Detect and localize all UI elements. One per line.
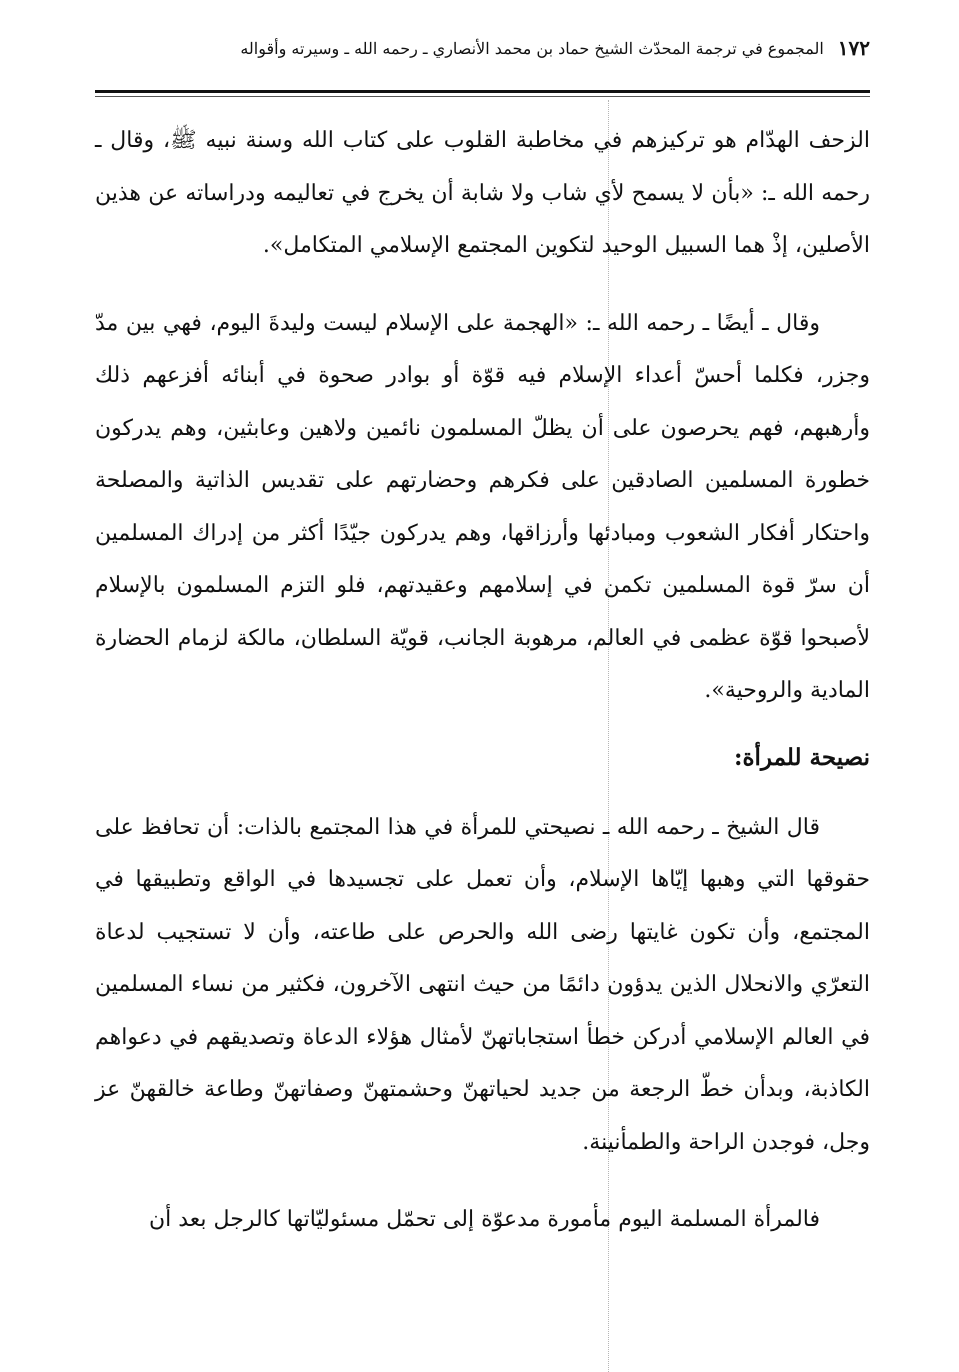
running-header-title: المجموع في ترجمة المحدّث الشيخ حماد بن محمد الأنصاري ـ رحمه الله ـ وسيرته وأقواله (240, 38, 824, 58)
paragraph-1: الزحف الهدّام هو تركيزهم في مخاطبة القلوب على كتاب الله وسنة نبيه ﷺ، وقال ـ رحمه الله ـ: «بأن لا يسمح لأي شاب ولا شابة أن يخرج في تعاليمه ودراساته عن هذين الأصلين، إذْ هما السبيل الوحيد لتكوين المجتمع الإسلامي المتكامل». (95, 128, 870, 258)
page-body (95, 115, 870, 1247)
header-divider-thin (95, 96, 870, 97)
running-header (200, 32, 870, 64)
page-number: ١٧٢ (837, 36, 870, 60)
paragraph-2: وقال ـ أيضًا ـ رحمه الله ـ: «الهجمة على الإسلام ليست وليدةَ اليوم، فهي بين مدّ وجزر، فكلما أحسّ أعداء الإسلام فيه قوّة أو بوادر صحوة في أبنائه أفزعهم ذلك وأرهبهم، فهم يحرصون على أن يظلّ المسلمون نائمين ولاهين وعابثين، وهم يدركون خطورة المسلمين الصادقين على فكرهم وحضارتهم على تقديس الذاتية والمصلحة واحتكار أفكار الشعوب ومبادئها وأرزاقها، وهم يدركون جيّدًا أكثر من إدراك المسلمين أن سرّ قوة المسلمين تكمن في إسلامهم وعقيدتهم، فلو التزم المسلمون بالإسلام لأصبحوا قوّة عظمى في العالم، مرهوبة الجانب، قويّة السلطان، مالكة لزمام الحضارة المادية والروحية». (95, 310, 870, 703)
header-divider (95, 90, 870, 93)
section-paragraph-2: فالمرأة المسلمة اليوم مأمورة مدعوّة إلى تحمّل مسئوليّاتها كالرجل بعد أن (149, 1207, 820, 1232)
section-heading: نصيحة للمرأة: (733, 743, 870, 771)
section-paragraph-1: قال الشيخ ـ رحمه الله ـ نصيحتي للمرأة في هذا المجتمع بالذات: أن تحافظ على حقوقها التي وهبها إيّاها الإسلام، وأن تعمل على تجسيدها في الواقع وتطبيقها في المجتمع، وأن تكون غايتها رضى الله والحرص على طاعته، وأن لا تستجيب لدعاة التعرّي والانحلال الذين يدؤون دائمًا من حيث انتهى الآخرون، فكثير من نساء المسلمين في العالم الإسلامي أدركن خطأ استجاباتهنّ لأمثال هؤلاء الدعاة وتصديقهم في دعواهم الكاذبة، وبدأن خطّ الرجعة من جديد لحياتهنّ وحشمتهنّ وصفاتهنّ وطاعة خالقهنّ عز وجل، فوجدن الراحة والطمأنينة. (95, 814, 870, 1155)
